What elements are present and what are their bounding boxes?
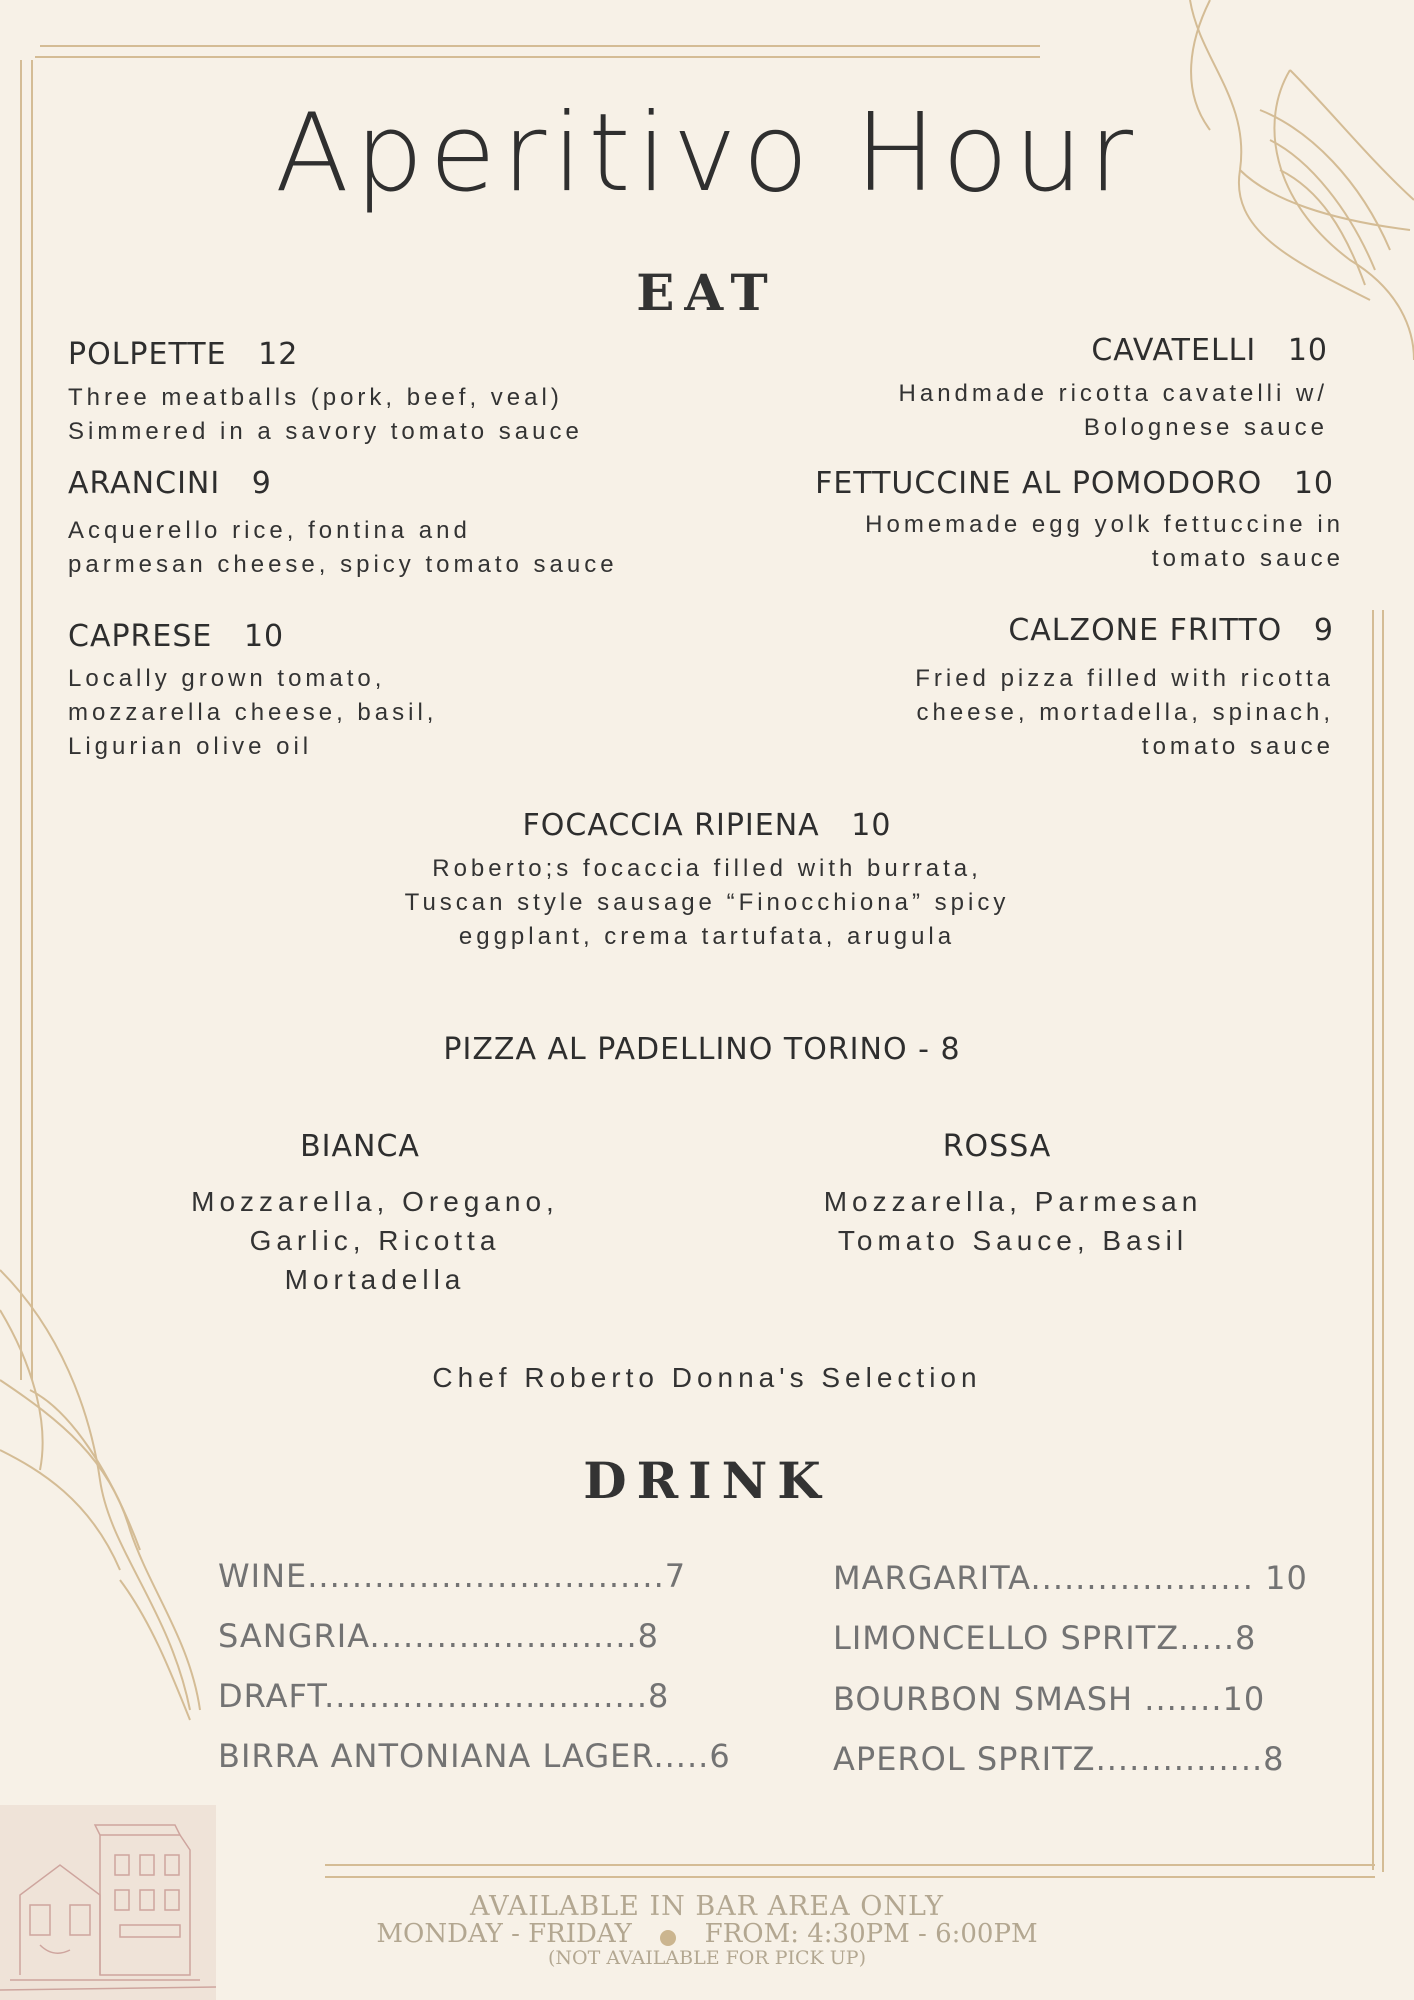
footer-days: MONDAY - FRIDAY	[376, 1919, 632, 1949]
eat-heading: EAT	[636, 263, 778, 322]
drink-item: BOURBON SMASH .......10	[833, 1680, 1266, 1718]
drink-item: BIRRA ANTONIANA LAGER.....6	[218, 1737, 731, 1775]
footer-hours: FROM: 4:30PM - 6:00PM	[704, 1919, 1038, 1949]
footer-pickup-note: (NOT AVAILABLE FOR PICK UP)	[548, 1947, 866, 1969]
chef-note: Chef Roberto Donna's Selection	[432, 1362, 982, 1393]
drink-item: DRAFT.............................8	[218, 1677, 670, 1715]
pizza-rossa-desc: Mozzarella, Parmesan Tomato Sauce, Basil	[823, 1186, 1203, 1256]
menu-item-name: CALZONE FRITTO 9	[1008, 613, 1334, 648]
menu-item-name: ARANCINI 9	[68, 466, 272, 501]
menu-item-name: FOCACCIA RIPIENA 10	[522, 808, 892, 843]
pizza-bianca-name: BIANCA	[300, 1129, 420, 1164]
menu-item-desc: Roberto;s focaccia filled with burrata, Tuscan style sausage “Finocchiona” spicy eggplant, crema tartufata, arugula	[404, 855, 1010, 950]
drink-item: APEROL SPRITZ...............8	[833, 1740, 1285, 1778]
menu-item-name: POLPETTE 12	[68, 337, 299, 372]
menu-item-name: CAVATELLI 10	[1091, 333, 1328, 368]
footer-availability: AVAILABLE IN BAR AREA ONLY	[469, 1891, 944, 1922]
menu-item-desc: Fried pizza filled with ricotta cheese, mortadella, spinach, tomato sauce	[915, 665, 1334, 760]
footer-schedule	[0, 1921, 1414, 1947]
menu-item-desc: Three meatballs (pork, beef, veal) Simmered in a savory tomato sauce	[68, 384, 583, 445]
drink-item: MARGARITA.................... 10	[833, 1559, 1308, 1597]
pizza-section-title: PIZZA AL PADELLINO TORINO - 8	[443, 1032, 961, 1067]
menu-item-name: FETTUCCINE AL POMODORO 10	[815, 466, 1334, 501]
menu-item-desc: Handmade ricotta cavatelli w/ Bolognese sauce	[898, 380, 1328, 441]
drink-item: WINE................................7	[218, 1557, 687, 1595]
menu-item-desc: Homemade egg yolk fettuccine in tomato sauce	[865, 511, 1344, 572]
pizza-bianca-desc: Mozzarella, Oregano, Garlic, Ricotta Mortadella	[191, 1186, 559, 1295]
menu-item-desc: Acquerello rice, fontina and parmesan cheese, spicy tomato sauce	[68, 517, 618, 578]
drink-heading: DRINK	[583, 1451, 831, 1510]
menu-item-name: CAPRESE 10	[68, 619, 285, 654]
page-title: Aperitivo Hour	[274, 91, 1140, 216]
drink-item: SANGRIA........................8	[218, 1617, 660, 1655]
menu-item-desc: Locally grown tomato, mozzarella cheese, basil, Ligurian olive oil	[68, 665, 438, 760]
drink-item: LIMONCELLO SPRITZ.....8	[833, 1619, 1257, 1657]
pizza-rossa-name: ROSSA	[942, 1129, 1052, 1164]
dot-separator-icon	[660, 1930, 676, 1946]
